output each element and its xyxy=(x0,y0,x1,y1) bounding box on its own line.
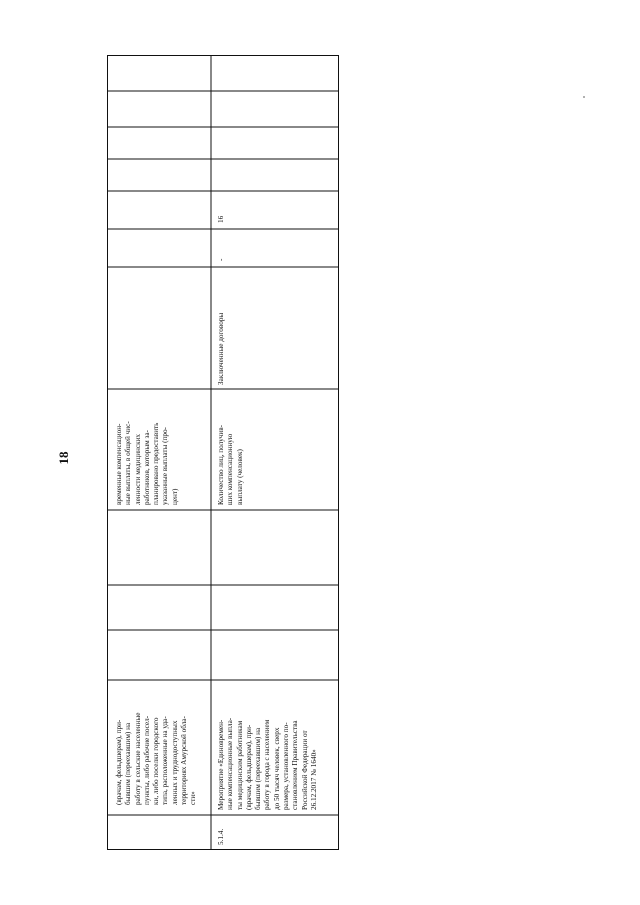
indicator-continuation-text: временные компенсацион- ные выплаты, в общей чис- ленности медицинских работников, которым за- планировано предоставить указанные выплаты (про- цент) xyxy=(115,421,179,505)
event-continuation-text: (врачам, фельдшерам), при- бывшим (переехавшим) на работу в сельские населенные пункты, либо рабочие посел- ки, либо поселки городского типа, расположенные на уда- ленных и труднодоступных территориях Амурской обла- сти» xyxy=(115,712,198,805)
base-value: - xyxy=(217,258,225,261)
page-number: 18 xyxy=(56,451,71,465)
row-number: 5.1.4. xyxy=(217,828,225,845)
result-text: Заключенные договоры xyxy=(217,312,225,385)
table xyxy=(107,55,339,850)
indicator-name: Количество лиц, получив- ших компенсационную выплату (человек) xyxy=(217,424,244,505)
event-name: Мероприятие «Единовремен- ные компенсационные выпла- ты медицинским работникам (врачам, фельдшерам), при- бывшим (переехавшим) на работу в города с населением до 50 тысяч человек, сверх размера, установленного по- становлением Правительства Российской Федерации от 26.12.2017 № 1640» xyxy=(217,717,318,810)
target-value: 16 xyxy=(217,215,225,223)
scan-speck xyxy=(583,96,585,98)
